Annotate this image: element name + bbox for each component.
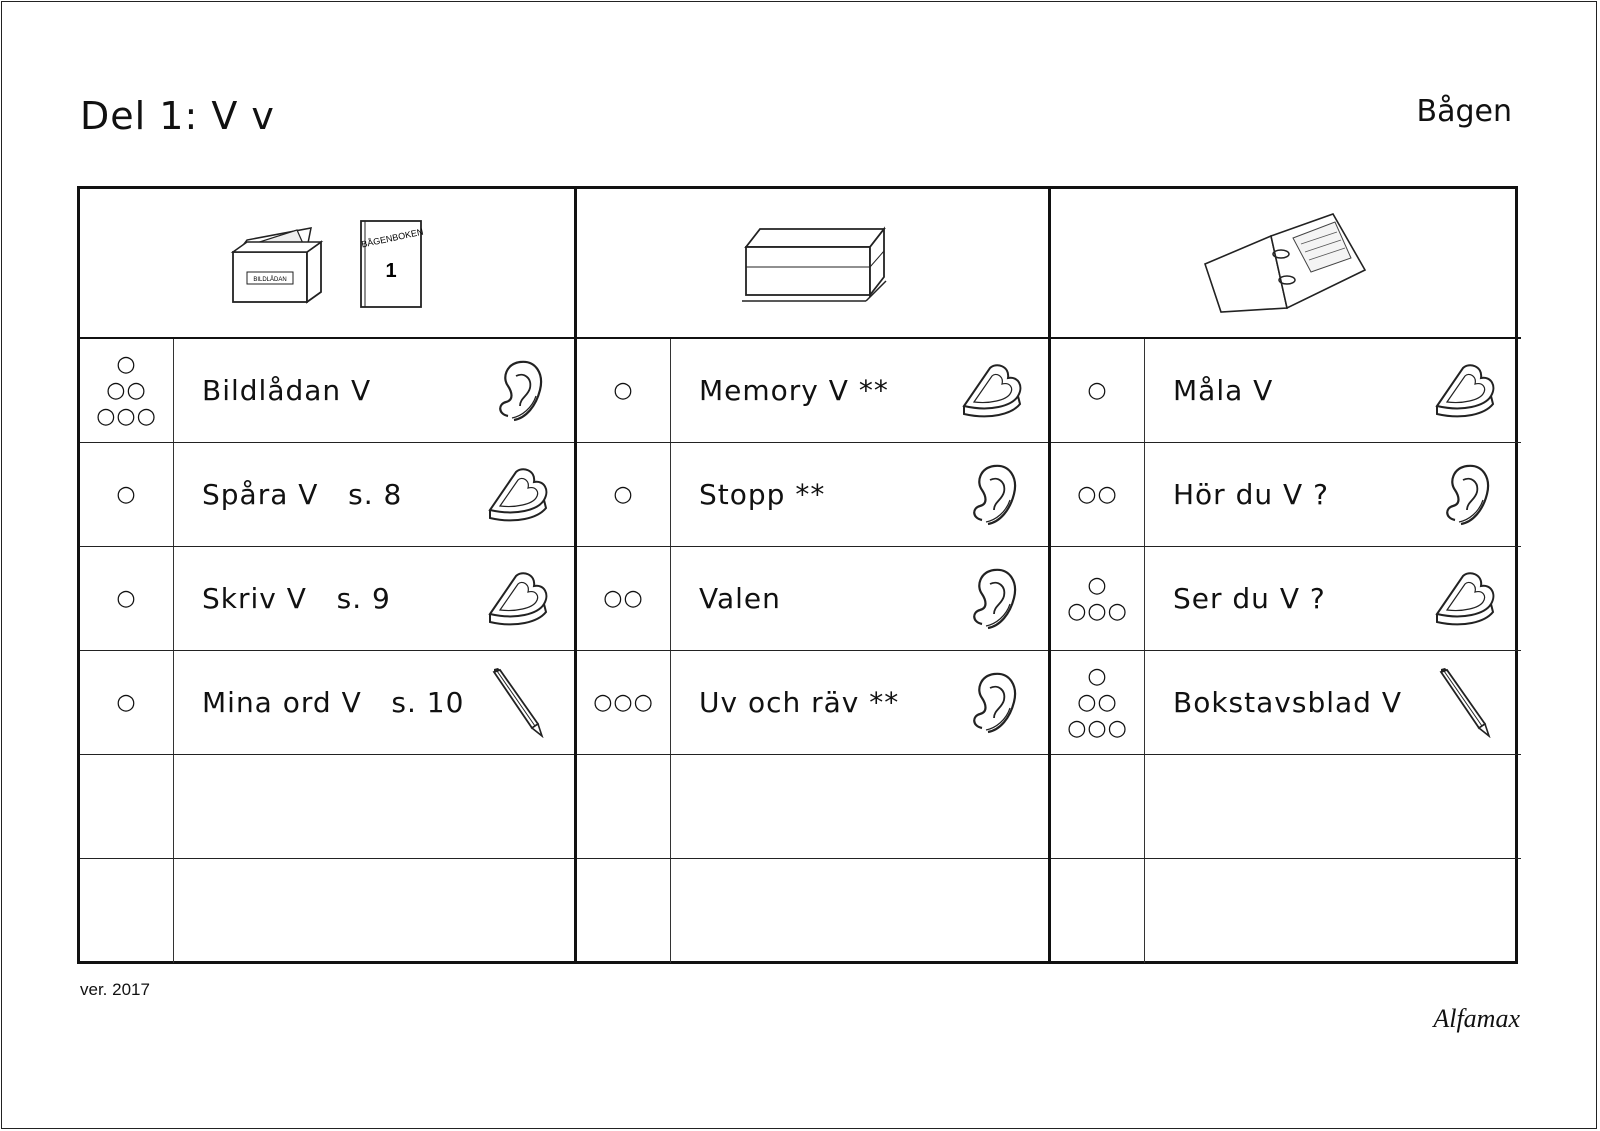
column-header: [80, 189, 574, 339]
difficulty-level: [80, 755, 174, 858]
difficulty-level: [80, 651, 174, 754]
table-row: [577, 651, 1048, 755]
task-cell: [1145, 547, 1521, 650]
ear-icon: [960, 564, 1024, 634]
table-row: [80, 339, 574, 443]
difficulty-level: [1051, 547, 1145, 650]
difficulty-level: [577, 651, 671, 754]
difficulty-level: [80, 443, 174, 546]
difficulty-level: [80, 859, 174, 963]
table-row: [1051, 755, 1521, 859]
task-cell: [671, 339, 1048, 442]
activity-table: [77, 186, 1518, 964]
difficulty-circles: ○: [116, 585, 137, 611]
task-label: Hör du V ?: [1173, 478, 1329, 511]
table-row: [1051, 547, 1521, 651]
task-cell: [671, 651, 1048, 754]
version-label: ver. 2017: [80, 980, 150, 999]
difficulty-circles: ○○○: [1067, 598, 1128, 624]
task-label: Uv och räv **: [699, 686, 900, 719]
task-cell: [174, 547, 574, 650]
column-header: [577, 189, 1048, 339]
task-label: Valen: [699, 582, 781, 615]
table-row: [80, 755, 574, 859]
difficulty-circles: ○: [116, 689, 137, 715]
task-cell: [671, 547, 1048, 650]
difficulty-level: [1051, 859, 1145, 963]
column-book: [574, 189, 1048, 963]
heart-icon: [486, 460, 550, 530]
table-row: [1051, 651, 1521, 755]
bagenboken-book-icon: [357, 215, 427, 311]
difficulty-level: [80, 339, 174, 442]
difficulty-circles: ○○: [106, 377, 147, 403]
task-cell: [671, 859, 1048, 963]
task-cell: [174, 443, 574, 546]
difficulty-circles: ○: [1087, 572, 1108, 598]
task-label: Memory V **: [699, 374, 889, 407]
ear-icon: [1433, 460, 1497, 530]
task-cell: [1145, 859, 1521, 963]
difficulty-circles: ○: [613, 481, 634, 507]
task-label: Bokstavsblad V: [1173, 686, 1402, 719]
table-row: [577, 859, 1048, 963]
difficulty-level: [80, 547, 174, 650]
table-row: [577, 547, 1048, 651]
table-row: [577, 443, 1048, 547]
task-cell: [671, 443, 1048, 546]
task-cell: [174, 755, 574, 858]
pencil-icon: [486, 668, 550, 738]
ear-icon: [960, 460, 1024, 530]
table-row: [80, 859, 574, 963]
task-cell: [1145, 339, 1521, 442]
task-cell: [174, 651, 574, 754]
task-cell: [671, 755, 1048, 858]
book-number: 1: [385, 260, 397, 282]
table-row: [577, 339, 1048, 443]
table-row: [80, 547, 574, 651]
heart-icon: [960, 356, 1024, 426]
difficulty-level: [1051, 339, 1145, 442]
ear-icon: [486, 356, 550, 426]
pencil-icon: [1433, 668, 1497, 738]
difficulty-circles: ○: [116, 351, 137, 377]
difficulty-level: [577, 339, 671, 442]
difficulty-level: [577, 859, 671, 963]
task-cell: [1145, 651, 1521, 754]
difficulty-circles: ○: [1087, 663, 1108, 689]
table-row: [1051, 859, 1521, 963]
ear-icon: [960, 668, 1024, 738]
box-label: BILDLÅDAN: [253, 277, 287, 283]
table-row: [1051, 443, 1521, 547]
book-label: BÅGENBOKEN: [360, 226, 425, 250]
difficulty-level: [1051, 443, 1145, 546]
task-cell: [1145, 443, 1521, 546]
task-label: Skriv V s. 9: [202, 582, 391, 615]
difficulty-level: [577, 755, 671, 858]
task-cell: [174, 859, 574, 963]
binder-icon: [1201, 208, 1371, 318]
heart-icon: [1433, 564, 1497, 634]
difficulty-circles: ○○○: [96, 403, 157, 429]
heart-icon: [486, 564, 550, 634]
difficulty-circles: ○○: [1077, 481, 1118, 507]
table-row: [80, 651, 574, 755]
task-label: Ser du V ?: [1173, 582, 1326, 615]
table-row: [80, 443, 574, 547]
difficulty-level: [1051, 651, 1145, 754]
difficulty-circles: ○○○: [593, 689, 654, 715]
difficulty-circles: ○: [116, 481, 137, 507]
task-cell: [1145, 755, 1521, 858]
table-row: [577, 755, 1048, 859]
closed-book-icon: [738, 221, 888, 305]
publisher-logo: Alfamax: [1433, 1004, 1520, 1033]
difficulty-level: [577, 443, 671, 546]
task-label: Mina ord V s. 10: [202, 686, 465, 719]
difficulty-circles: ○: [613, 377, 634, 403]
column-binder: [1048, 189, 1521, 963]
difficulty-level: [577, 547, 671, 650]
series-name: Bågen: [1416, 94, 1512, 129]
difficulty-circles: ○○: [1077, 689, 1118, 715]
task-label: Spåra V s. 8: [202, 478, 403, 511]
difficulty-circles: ○: [1087, 377, 1108, 403]
table-row: [1051, 339, 1521, 443]
task-label: Bildlådan V: [202, 374, 372, 407]
task-cell: [174, 339, 574, 442]
task-label: Stopp **: [699, 478, 826, 511]
difficulty-level: [1051, 755, 1145, 858]
column-header: [1051, 189, 1521, 339]
heart-icon: [1433, 356, 1497, 426]
difficulty-circles: ○○○: [1067, 715, 1128, 741]
picture-box-icon: [227, 218, 327, 308]
difficulty-circles: ○○: [603, 585, 644, 611]
task-label: Måla V: [1173, 374, 1274, 407]
page-title: Del 1: V v: [80, 94, 275, 138]
column-bildladan: [80, 189, 574, 963]
